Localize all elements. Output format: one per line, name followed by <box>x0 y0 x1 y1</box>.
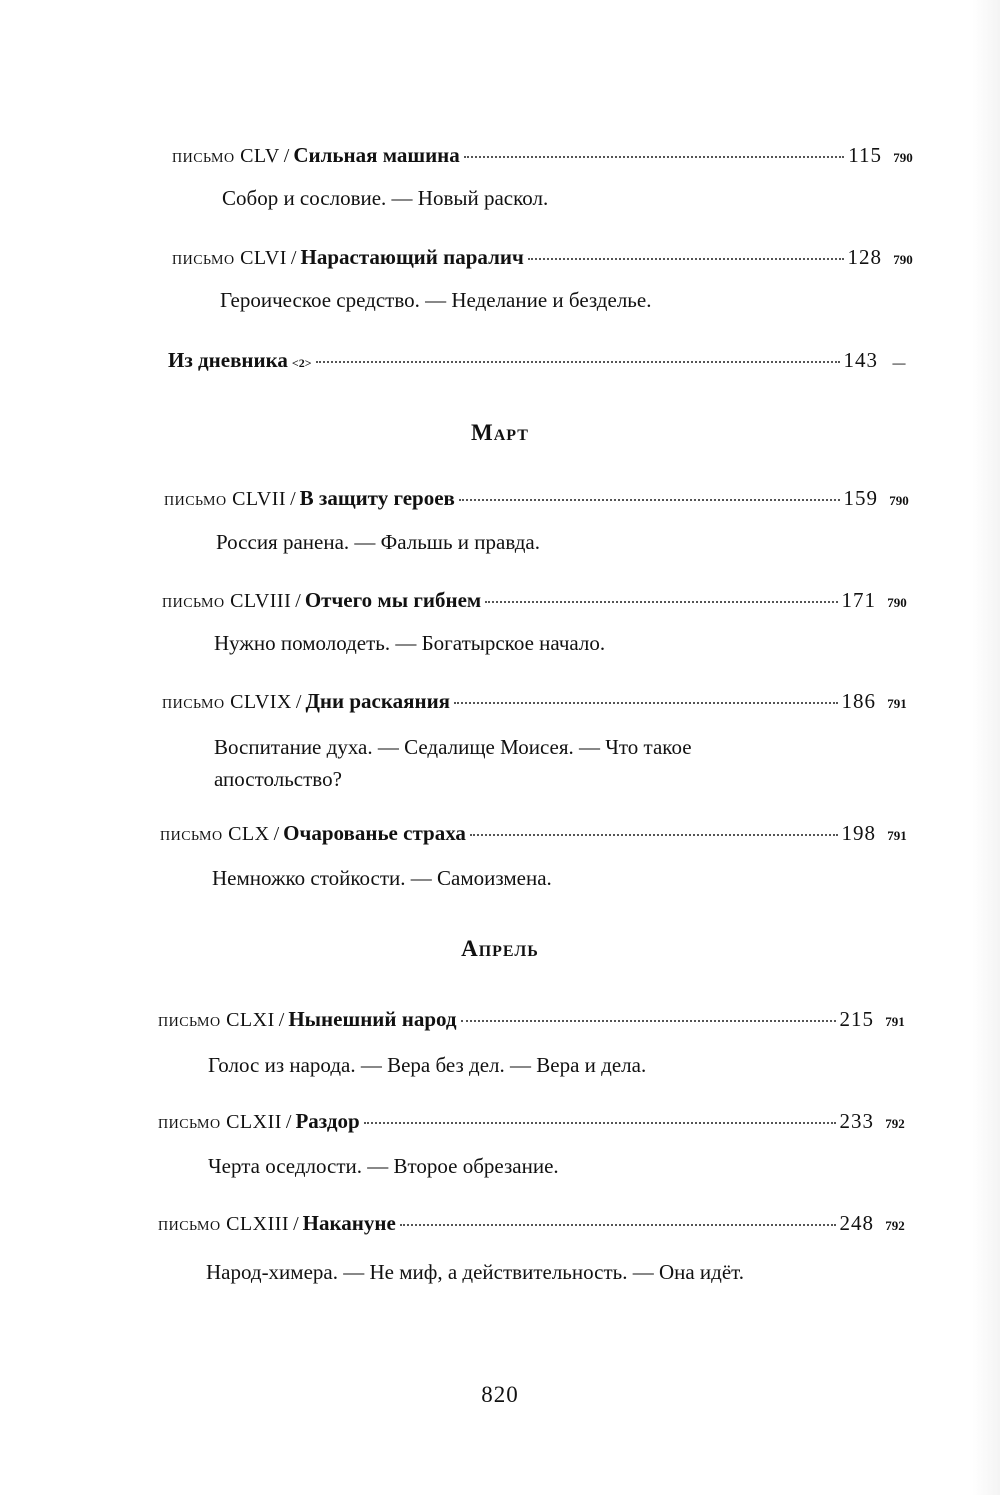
page-number: 159 <box>843 486 878 510</box>
toc-entry <box>158 1007 916 1047</box>
note-page-number: 792 <box>885 1116 905 1131</box>
entry-subtitle: Немножко стойкости. — Самоизмена. <box>212 866 552 890</box>
footnote-marker: <2> <box>291 356 312 370</box>
toc-entry <box>160 821 918 861</box>
dot-leader <box>400 1223 836 1226</box>
dot-leader <box>316 360 840 363</box>
letter-label: письмо CLXII <box>158 1111 282 1133</box>
letter-label: письмо CLVIII <box>162 590 292 612</box>
note-page-number: 792 <box>885 1218 905 1233</box>
entry-title: Очарованье страха <box>283 821 466 845</box>
entry-title: В защиту героев <box>299 486 455 510</box>
toc-entry <box>162 588 918 628</box>
entry-subtitle: Собор и сословие. — Новый раскол. <box>222 186 549 210</box>
separator: / <box>290 488 296 510</box>
entry-title: Раздор <box>295 1109 360 1133</box>
separator: / <box>273 823 280 845</box>
note-page-number: — <box>892 355 906 370</box>
month-heading-april: Апрель <box>461 936 539 961</box>
entry-subtitle: Воспитание духа. — Седалище Моисея. — Что такое апостольство? <box>214 735 692 791</box>
letter-label: письмо CLV <box>172 145 280 167</box>
letter-label: письмо CLXI <box>158 1009 275 1031</box>
note-page-number: 791 <box>885 1014 905 1029</box>
note-page-number: 790 <box>893 252 913 267</box>
page-edge-shadow <box>972 0 1000 1495</box>
entry-title: Из дневника <box>168 348 288 372</box>
letter-label: письмо CLVII <box>164 488 287 510</box>
dot-leader <box>364 1121 836 1124</box>
entry-subtitle: Голос из народа. — Вера без дел. — Вера и дела. <box>208 1053 647 1077</box>
page-number: 233 <box>839 1109 874 1133</box>
note-page-number: 790 <box>889 493 909 508</box>
entry-subtitle: Героическое средство. — Неделание и безделье. <box>220 288 652 312</box>
letter-label: письмо CLVIX <box>162 691 292 713</box>
page-number: 115 <box>848 143 882 167</box>
entry-subtitle: Нужно помолодеть. — Богатырское начало. <box>214 631 606 655</box>
separator: / <box>278 1009 285 1031</box>
folio-page-number: 820 <box>481 1382 519 1407</box>
separator: / <box>295 590 301 612</box>
entry-title: Отчего мы гибнем <box>304 588 482 612</box>
toc-entry <box>162 689 918 729</box>
note-page-number: 791 <box>887 696 907 711</box>
page-number: 186 <box>841 689 876 713</box>
entry-subtitle: Народ-химера. — Не миф, а действительность. — Она идёт. <box>206 1260 745 1284</box>
month-heading-march: Март <box>471 420 529 445</box>
separator: / <box>293 1213 299 1235</box>
separator: / <box>285 1111 292 1133</box>
separator: / <box>290 247 297 269</box>
toc-entry <box>172 245 924 285</box>
toc-entry <box>172 143 924 183</box>
page-number: 248 <box>839 1211 874 1235</box>
separator: / <box>283 145 290 167</box>
letter-label: письмо CLXIII <box>158 1213 290 1235</box>
page-number: 171 <box>841 588 876 612</box>
dot-leader <box>461 1019 836 1022</box>
entry-subtitle: Россия ранена. — Фальшь и правда. <box>216 530 541 554</box>
entry-subtitle: Черта оседлости. — Второе обрезание. <box>208 1154 559 1178</box>
entry-title: Дни раскаяния <box>305 689 451 713</box>
toc-entry <box>164 486 920 526</box>
letter-label: письмо CLX <box>160 823 270 845</box>
page-number: 128 <box>847 245 882 269</box>
entry-title: Накануне <box>302 1211 396 1235</box>
entry-title: Нынешний народ <box>288 1007 457 1031</box>
toc-entry <box>158 1211 916 1251</box>
entry-title: Сильная машина <box>293 143 460 167</box>
entry-title: Нарастающий паралич <box>300 245 524 269</box>
page-number: 198 <box>841 821 876 845</box>
page-number: 215 <box>839 1007 874 1031</box>
toc-entry <box>168 348 920 388</box>
dot-leader <box>464 155 844 158</box>
page-number: 143 <box>843 348 878 372</box>
dot-leader <box>459 498 840 501</box>
letter-label: письмо CLVI <box>172 247 287 269</box>
dot-leader <box>470 833 838 836</box>
note-page-number: 790 <box>887 595 907 610</box>
toc-entry <box>158 1109 916 1149</box>
dot-leader <box>485 600 837 603</box>
note-page-number: 791 <box>887 828 907 843</box>
dot-leader <box>454 701 837 704</box>
dot-leader <box>528 257 844 260</box>
separator: / <box>295 691 302 713</box>
note-page-number: 790 <box>893 150 913 165</box>
